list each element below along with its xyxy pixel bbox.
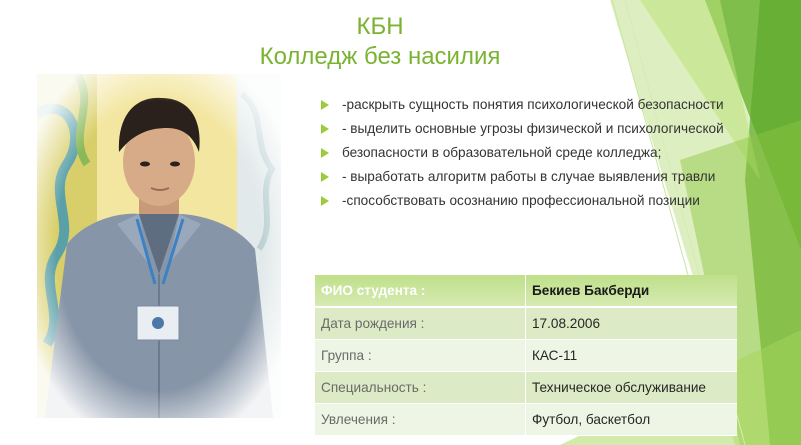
goal-item	[318, 144, 758, 161]
field-label-birthdate: Дата рождения :	[315, 307, 526, 340]
table-row	[315, 404, 737, 436]
triangle-right-icon	[321, 124, 329, 134]
goal-text: -способствовать осознанию профессиональной позиции	[342, 193, 700, 208]
field-label-hobbies: Увлечения :	[315, 404, 526, 436]
table-row	[315, 275, 737, 307]
goal-item	[318, 96, 758, 113]
field-value-name: Бекиев Бакберди	[526, 275, 738, 307]
table-row	[315, 307, 737, 340]
goal-text: безопасности в образовательной среде колледжа;	[342, 145, 662, 160]
student-info-table	[315, 275, 737, 436]
triangle-right-icon	[321, 196, 329, 206]
goal-item	[318, 120, 758, 137]
title-abbreviation: КБН	[356, 13, 404, 40]
table-row	[315, 372, 737, 404]
student-photo	[37, 74, 281, 418]
title-subtitle: Колледж без насилия	[259, 43, 501, 70]
triangle-right-icon	[321, 148, 329, 158]
slide-title	[180, 12, 580, 72]
field-value-group: КАС-11	[526, 340, 738, 372]
field-label-specialty: Специальность :	[315, 372, 526, 404]
goal-text: - выделить основные угрозы физической и психологической	[342, 121, 724, 136]
triangle-right-icon	[321, 100, 329, 110]
field-label-group: Группа :	[315, 340, 526, 372]
triangle-right-icon	[321, 172, 329, 182]
field-label-name: ФИО студента :	[315, 275, 526, 307]
goal-item	[318, 192, 758, 209]
field-value-hobbies: Футбол, баскетбол	[526, 404, 738, 436]
field-value-birthdate: 17.08.2006	[526, 307, 738, 340]
field-value-specialty: Техническое обслуживание	[526, 372, 738, 404]
goals-list	[318, 96, 758, 216]
goal-text: - выработать алгоритм работы в случае выявления травли	[342, 169, 716, 184]
goal-text: -раскрыть сущность понятия психологической безопасности	[342, 97, 724, 112]
table-row	[315, 340, 737, 372]
goal-item	[318, 168, 758, 185]
